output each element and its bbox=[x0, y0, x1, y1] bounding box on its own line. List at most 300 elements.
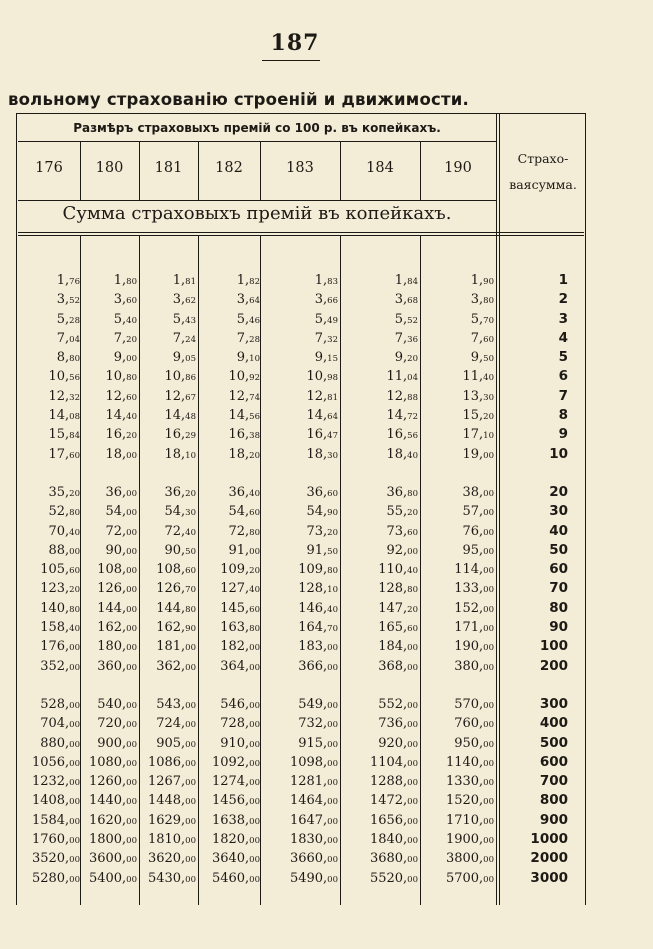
premium-cell bbox=[105, 425, 137, 446]
premium-cell bbox=[105, 445, 137, 466]
premium-whole: 16, bbox=[306, 427, 328, 443]
premium-cell bbox=[378, 695, 418, 716]
premium-cell bbox=[97, 599, 137, 620]
premium-whole: 5460, bbox=[211, 870, 250, 886]
premium-fraction: 00 bbox=[327, 643, 338, 654]
premium-fraction: 20 bbox=[185, 488, 196, 499]
premium-cell bbox=[315, 329, 338, 350]
premium-fraction: 00 bbox=[126, 508, 137, 519]
premium-fraction: 90 bbox=[483, 277, 494, 287]
premium-whole: 1820, bbox=[211, 832, 250, 848]
premium-fraction: 80 bbox=[69, 508, 80, 519]
premium-whole: 12, bbox=[386, 388, 408, 404]
premium-whole: 368, bbox=[378, 658, 408, 674]
premium-cell bbox=[228, 502, 260, 523]
premium-whole: 1267, bbox=[147, 774, 186, 790]
premium-cell bbox=[290, 753, 338, 774]
premium-whole: 72, bbox=[228, 523, 250, 539]
premium-fraction: 00 bbox=[249, 816, 260, 827]
premium-fraction: 00 bbox=[126, 700, 137, 711]
premium-whole: 3640, bbox=[211, 851, 250, 867]
premium-cell bbox=[446, 772, 494, 793]
insured-sum: 10 bbox=[549, 445, 568, 462]
insured-sum: 8 bbox=[558, 407, 568, 424]
premium-cell bbox=[220, 695, 260, 716]
premium-cell bbox=[40, 637, 80, 658]
premium-whole: 140, bbox=[40, 600, 70, 616]
premium-whole: 1080, bbox=[88, 754, 127, 770]
premium-cell bbox=[237, 329, 260, 350]
insured-sum: 40 bbox=[549, 522, 568, 539]
premium-cell bbox=[378, 734, 418, 755]
premium-cell bbox=[220, 734, 260, 755]
group-gap bbox=[18, 464, 584, 483]
premium-fraction: 00 bbox=[407, 662, 418, 673]
premium-fraction: 81 bbox=[327, 392, 338, 403]
premium-whole: 5520, bbox=[369, 870, 408, 886]
premium-cell bbox=[298, 637, 338, 658]
table-row bbox=[18, 310, 584, 329]
premium-whole: 920, bbox=[378, 735, 408, 751]
premium-fraction: 00 bbox=[483, 720, 494, 731]
premium-cell bbox=[97, 714, 137, 735]
premium-fraction: 00 bbox=[407, 720, 418, 731]
premium-fraction: 00 bbox=[69, 836, 80, 847]
premium-cell bbox=[105, 387, 137, 408]
premium-whole: 552, bbox=[378, 696, 408, 712]
premium-cell bbox=[114, 329, 137, 350]
premium-cell bbox=[237, 290, 260, 311]
premium-fraction: 00 bbox=[69, 739, 80, 750]
premium-whole: 5, bbox=[113, 311, 127, 327]
premium-cell bbox=[370, 869, 418, 890]
premium-fraction: 00 bbox=[69, 855, 80, 866]
premium-cell bbox=[237, 310, 260, 331]
premium-fraction: 00 bbox=[69, 662, 80, 673]
premium-fraction: 00 bbox=[483, 855, 494, 866]
premium-whole: 36, bbox=[306, 484, 328, 500]
premium-whole: 54, bbox=[306, 504, 328, 520]
premium-whole: 109, bbox=[220, 562, 250, 578]
header-top-caption: Размѣръ страховыхъ премій со 100 р. въ копейкахъ. bbox=[73, 121, 441, 135]
premium-fraction: 48 bbox=[185, 412, 196, 423]
table-row bbox=[18, 425, 584, 444]
premium-fraction: 00 bbox=[249, 643, 260, 654]
premium-cell bbox=[97, 695, 137, 716]
premium-cell bbox=[212, 830, 260, 851]
premium-fraction: 00 bbox=[126, 739, 137, 750]
premium-cell bbox=[40, 599, 80, 620]
premium-fraction: 56 bbox=[249, 412, 260, 423]
premium-cell bbox=[378, 599, 418, 620]
premium-cell bbox=[105, 483, 137, 504]
premium-cell bbox=[462, 406, 494, 427]
premium-fraction: 80 bbox=[249, 527, 260, 538]
premium-fraction: 76 bbox=[69, 277, 80, 287]
premium-cell bbox=[298, 657, 338, 678]
premium-fraction: 10 bbox=[483, 431, 494, 442]
premium-cell bbox=[315, 310, 338, 331]
premium-whole: 7, bbox=[470, 330, 484, 346]
premium-fraction: 66 bbox=[327, 296, 338, 307]
premium-whole: 1584, bbox=[31, 812, 70, 828]
premium-fraction: 00 bbox=[483, 488, 494, 499]
premium-whole: 127, bbox=[220, 581, 250, 597]
premium-cell bbox=[105, 502, 137, 523]
premium-fraction: 00 bbox=[126, 797, 137, 808]
premium-fraction: 00 bbox=[185, 662, 196, 673]
premium-cell bbox=[298, 560, 338, 581]
premium-whole: 190, bbox=[454, 639, 484, 655]
premium-whole: 1520, bbox=[445, 793, 484, 809]
premium-cell bbox=[212, 869, 260, 890]
premium-fraction: 28 bbox=[69, 315, 80, 326]
premium-cell bbox=[370, 791, 418, 812]
premium-fraction: 43 bbox=[185, 315, 196, 326]
premium-cell bbox=[212, 849, 260, 870]
premium-whole: 1710, bbox=[445, 812, 484, 828]
premium-fraction: 10 bbox=[327, 585, 338, 596]
premium-whole: 1760, bbox=[31, 832, 70, 848]
premium-fraction: 90 bbox=[327, 508, 338, 519]
table-row bbox=[18, 869, 584, 888]
premium-cell bbox=[57, 329, 80, 350]
premium-fraction: 00 bbox=[126, 624, 137, 635]
premium-fraction: 29 bbox=[185, 431, 196, 442]
premium-cell bbox=[386, 445, 418, 466]
premium-cell bbox=[212, 772, 260, 793]
premium-fraction: 00 bbox=[483, 508, 494, 519]
premium-whole: 91, bbox=[228, 542, 250, 558]
premium-whole: 163, bbox=[220, 620, 250, 636]
premium-cell bbox=[228, 367, 260, 388]
premium-fraction: 30 bbox=[185, 508, 196, 519]
table-row bbox=[18, 657, 584, 676]
premium-fraction: 40 bbox=[185, 527, 196, 538]
premium-cell bbox=[164, 425, 196, 446]
premium-whole: 352, bbox=[40, 658, 70, 674]
premium-fraction: 00 bbox=[249, 874, 260, 885]
premium-fraction: 00 bbox=[249, 739, 260, 750]
premium-fraction: 88 bbox=[407, 392, 418, 403]
premium-whole: 1098, bbox=[289, 754, 328, 770]
premium-cell bbox=[471, 329, 494, 350]
premium-fraction: 60 bbox=[69, 566, 80, 577]
premium-cell bbox=[32, 753, 80, 774]
premium-fraction: 00 bbox=[249, 758, 260, 769]
premium-cell bbox=[446, 869, 494, 890]
premium-cell bbox=[89, 869, 137, 890]
premium-fraction: 80 bbox=[483, 296, 494, 307]
premium-cell bbox=[395, 290, 418, 311]
premium-whole: 10, bbox=[228, 369, 250, 385]
premium-cell bbox=[164, 445, 196, 466]
premium-whole: 184, bbox=[378, 639, 408, 655]
premium-whole: 1, bbox=[394, 273, 408, 288]
premium-cell bbox=[386, 425, 418, 446]
premium-cell bbox=[378, 618, 418, 639]
premium-whole: 9, bbox=[314, 350, 328, 366]
premium-whole: 18, bbox=[386, 446, 408, 462]
rate-182: 182 bbox=[215, 160, 243, 176]
premium-fraction: 00 bbox=[185, 778, 196, 789]
premium-whole: 182, bbox=[220, 639, 250, 655]
premium-cell bbox=[156, 599, 196, 620]
premium-cell bbox=[378, 637, 418, 658]
table-row bbox=[18, 522, 584, 541]
premium-cell bbox=[471, 271, 494, 292]
premium-fraction: 84 bbox=[407, 277, 418, 287]
table-row bbox=[18, 290, 584, 309]
premium-whole: 14, bbox=[386, 408, 408, 424]
premium-fraction: 60 bbox=[126, 392, 137, 403]
premium-whole: 1900, bbox=[445, 832, 484, 848]
premium-fraction: 00 bbox=[126, 874, 137, 885]
premium-whole: 905, bbox=[156, 735, 186, 751]
premium-cell bbox=[446, 830, 494, 851]
premium-cell bbox=[32, 811, 80, 832]
premium-fraction: 00 bbox=[483, 566, 494, 577]
header-bottom-caption: Сумма страховыхъ премій въ копейкахъ. bbox=[62, 203, 452, 224]
premium-cell bbox=[446, 791, 494, 812]
premium-cell bbox=[228, 406, 260, 427]
table-row bbox=[18, 772, 584, 791]
premium-whole: 11, bbox=[386, 369, 408, 385]
premium-whole: 18, bbox=[164, 446, 186, 462]
table-row bbox=[18, 541, 584, 560]
premium-whole: 1620, bbox=[88, 812, 127, 828]
premium-fraction: 00 bbox=[327, 874, 338, 885]
premium-cell bbox=[32, 830, 80, 851]
premium-fraction: 00 bbox=[249, 836, 260, 847]
insured-sum: 300 bbox=[539, 695, 568, 712]
premium-whole: 3, bbox=[314, 292, 328, 308]
premium-whole: 12, bbox=[48, 388, 70, 404]
premium-fraction: 40 bbox=[249, 585, 260, 596]
premium-whole: 1281, bbox=[289, 774, 328, 790]
premium-whole: 114, bbox=[454, 562, 484, 578]
premium-whole: 8, bbox=[56, 350, 70, 366]
premium-cell bbox=[395, 329, 418, 350]
insured-sum: 6 bbox=[558, 368, 568, 385]
premium-whole: 1800, bbox=[88, 832, 127, 848]
premium-fraction: 70 bbox=[327, 624, 338, 635]
premium-whole: 3620, bbox=[147, 851, 186, 867]
premium-fraction: 40 bbox=[249, 488, 260, 499]
premium-whole: 128, bbox=[378, 581, 408, 597]
premium-fraction: 50 bbox=[483, 354, 494, 365]
premium-cell bbox=[212, 753, 260, 774]
premium-fraction: 40 bbox=[407, 450, 418, 461]
premium-fraction: 72 bbox=[407, 412, 418, 423]
premium-cell bbox=[395, 271, 418, 292]
premium-fraction: 32 bbox=[69, 392, 80, 403]
premium-whole: 728, bbox=[220, 716, 250, 732]
premium-whole: 950, bbox=[454, 735, 484, 751]
premium-cell bbox=[57, 310, 80, 331]
premium-whole: 54, bbox=[228, 504, 250, 520]
premium-fraction: 08 bbox=[69, 412, 80, 423]
premium-fraction: 00 bbox=[407, 546, 418, 557]
premium-cell bbox=[148, 849, 196, 870]
premium-whole: 91, bbox=[306, 542, 328, 558]
table-row bbox=[18, 849, 584, 868]
premium-fraction: 00 bbox=[483, 739, 494, 750]
premium-whole: 1, bbox=[314, 273, 328, 288]
premium-fraction: 30 bbox=[327, 450, 338, 461]
premium-fraction: 60 bbox=[185, 566, 196, 577]
premium-cell bbox=[105, 367, 137, 388]
insured-sum: 700 bbox=[539, 773, 568, 790]
premium-whole: 16, bbox=[386, 427, 408, 443]
premium-fraction: 00 bbox=[483, 662, 494, 673]
premium-whole: 5, bbox=[236, 311, 250, 327]
premium-fraction: 00 bbox=[249, 855, 260, 866]
premium-whole: 147, bbox=[378, 600, 408, 616]
premium-cell bbox=[462, 387, 494, 408]
table-row bbox=[18, 348, 584, 367]
premium-whole: 13, bbox=[462, 388, 484, 404]
premium-whole: 165, bbox=[378, 620, 408, 636]
premium-whole: 1830, bbox=[289, 832, 328, 848]
premium-cell bbox=[156, 695, 196, 716]
insured-sum: 200 bbox=[539, 657, 568, 674]
premium-cell bbox=[298, 714, 338, 735]
premium-whole: 73, bbox=[386, 523, 408, 539]
premium-cell bbox=[315, 271, 338, 292]
premium-fraction: 00 bbox=[483, 797, 494, 808]
premium-fraction: 05 bbox=[185, 354, 196, 365]
premium-whole: 146, bbox=[298, 600, 328, 616]
premium-cell bbox=[48, 502, 80, 523]
premium-cell bbox=[471, 290, 494, 311]
table-row bbox=[18, 830, 584, 849]
premium-cell bbox=[48, 406, 80, 427]
premium-whole: 109, bbox=[298, 562, 328, 578]
premium-whole: 90, bbox=[105, 542, 127, 558]
premium-whole: 1629, bbox=[147, 812, 186, 828]
premium-cell bbox=[212, 791, 260, 812]
premium-fraction: 00 bbox=[185, 720, 196, 731]
insured-sum: 7 bbox=[558, 387, 568, 404]
premium-whole: 1, bbox=[56, 273, 70, 288]
premium-fraction: 00 bbox=[126, 604, 137, 615]
premium-fraction: 00 bbox=[407, 816, 418, 827]
premium-cell bbox=[89, 849, 137, 870]
premium-fraction: 80 bbox=[407, 585, 418, 596]
premium-whole: 76, bbox=[462, 523, 484, 539]
premium-fraction: 00 bbox=[407, 874, 418, 885]
table-row bbox=[18, 367, 584, 386]
premium-fraction: 00 bbox=[126, 855, 137, 866]
premium-whole: 1274, bbox=[211, 774, 250, 790]
premium-fraction: 60 bbox=[69, 450, 80, 461]
premium-whole: 760, bbox=[454, 716, 484, 732]
premium-fraction: 56 bbox=[69, 373, 80, 384]
premium-fraction: 00 bbox=[126, 527, 137, 538]
premium-fraction: 10 bbox=[249, 354, 260, 365]
premium-cell bbox=[370, 811, 418, 832]
group-gap bbox=[18, 676, 584, 695]
insured-sum: 400 bbox=[539, 715, 568, 732]
premium-fraction: 00 bbox=[126, 662, 137, 673]
premium-whole: 1408, bbox=[31, 793, 70, 809]
premium-cell bbox=[156, 618, 196, 639]
premium-cell bbox=[148, 772, 196, 793]
premium-whole: 1448, bbox=[147, 793, 186, 809]
premium-fraction: 00 bbox=[483, 527, 494, 538]
premium-whole: 5, bbox=[314, 311, 328, 327]
premium-whole: 19, bbox=[462, 446, 484, 462]
premium-cell bbox=[114, 271, 137, 292]
header-rule-2 bbox=[18, 200, 496, 201]
premium-fraction: 90 bbox=[185, 624, 196, 635]
premium-whole: 540, bbox=[97, 696, 127, 712]
premium-fraction: 00 bbox=[327, 720, 338, 731]
running-head: вольному страхованію строеній и движимости. bbox=[8, 90, 469, 109]
premium-whole: 181, bbox=[156, 639, 186, 655]
premium-cell bbox=[48, 445, 80, 466]
insured-sum: 800 bbox=[539, 792, 568, 809]
premium-cell bbox=[173, 290, 196, 311]
premium-cell bbox=[32, 791, 80, 812]
premium-fraction: 00 bbox=[483, 816, 494, 827]
premium-fraction: 64 bbox=[249, 296, 260, 307]
premium-fraction: 70 bbox=[185, 585, 196, 596]
premium-cell bbox=[386, 406, 418, 427]
premium-fraction: 40 bbox=[327, 604, 338, 615]
premium-cell bbox=[32, 772, 80, 793]
premium-cell bbox=[173, 329, 196, 350]
premium-cell bbox=[156, 714, 196, 735]
premium-fraction: 00 bbox=[69, 700, 80, 711]
premium-cell bbox=[164, 522, 196, 543]
premium-fraction: 00 bbox=[327, 778, 338, 789]
premium-fraction: 92 bbox=[249, 373, 260, 384]
premium-cell bbox=[395, 348, 418, 369]
premium-whole: 36, bbox=[105, 484, 127, 500]
premium-whole: 736, bbox=[378, 716, 408, 732]
table-row bbox=[18, 387, 584, 406]
premium-cell bbox=[298, 734, 338, 755]
premium-cell bbox=[290, 772, 338, 793]
premium-table-body bbox=[18, 271, 584, 888]
premium-fraction: 00 bbox=[185, 855, 196, 866]
premium-whole: 5490, bbox=[289, 870, 328, 886]
premium-whole: 128, bbox=[298, 581, 328, 597]
premium-whole: 362, bbox=[156, 658, 186, 674]
premium-fraction: 20 bbox=[69, 585, 80, 596]
premium-whole: 1104, bbox=[369, 754, 408, 770]
premium-whole: 3600, bbox=[88, 851, 127, 867]
premium-whole: 1656, bbox=[369, 812, 408, 828]
premium-whole: 9, bbox=[394, 350, 408, 366]
premium-fraction: 00 bbox=[327, 816, 338, 827]
premium-cell bbox=[306, 406, 338, 427]
header-rule-1 bbox=[18, 141, 496, 142]
premium-whole: 5, bbox=[172, 311, 186, 327]
premium-cell bbox=[298, 579, 338, 600]
premium-cell bbox=[228, 483, 260, 504]
premium-cell bbox=[97, 734, 137, 755]
premium-cell bbox=[471, 310, 494, 331]
premium-fraction: 00 bbox=[126, 585, 137, 596]
sum-header-line-2: ваясумма. bbox=[509, 177, 577, 192]
premium-cell bbox=[386, 387, 418, 408]
premium-fraction: 80 bbox=[249, 624, 260, 635]
premium-cell bbox=[290, 791, 338, 812]
premium-cell bbox=[89, 753, 137, 774]
